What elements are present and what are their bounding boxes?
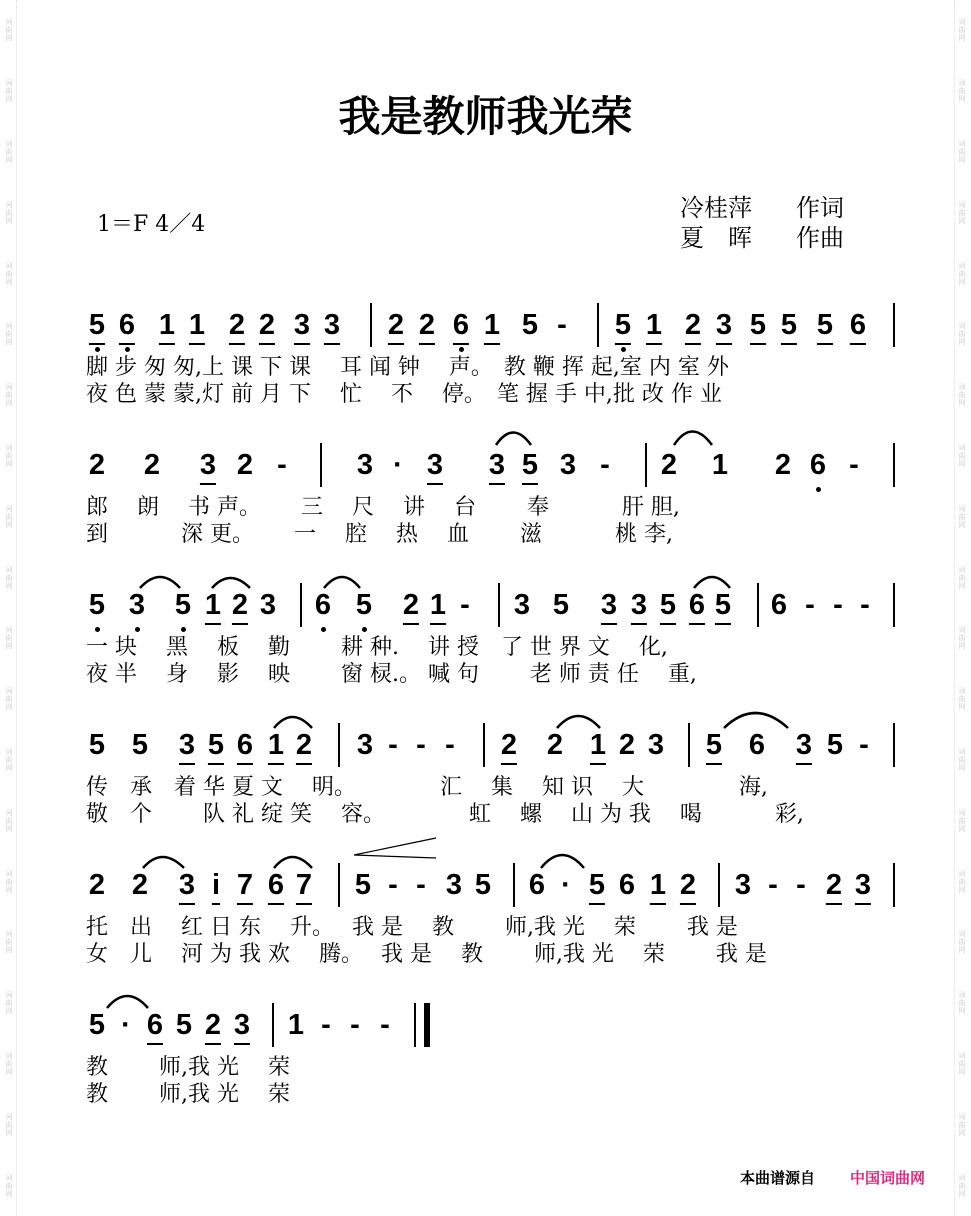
note: 5: [589, 871, 605, 905]
note: 6: [809, 449, 827, 481]
slur: [212, 578, 250, 588]
watermark-mark: 词 曲 网: [5, 383, 13, 408]
slur: [496, 433, 531, 446]
note: 5: [826, 729, 844, 761]
note: 6: [268, 871, 284, 905]
note: 1: [268, 731, 284, 765]
note: -: [321, 1009, 331, 1041]
composer-name: 夏 晖: [680, 224, 752, 252]
note: 2: [259, 311, 275, 345]
crescendo-hairpin: [354, 838, 436, 858]
watermark-mark: 词 曲 网: [5, 991, 13, 1016]
slur: [694, 577, 730, 588]
watermark-mark: 词 曲 网: [958, 626, 966, 651]
note: -: [388, 729, 398, 761]
watermark-mark: 词 曲 网: [958, 322, 966, 347]
slur: [724, 713, 788, 728]
note: -: [350, 1009, 360, 1041]
note: ·: [393, 449, 403, 481]
slur: [107, 996, 148, 1008]
note: 5: [474, 869, 492, 901]
note: 1: [205, 591, 221, 625]
slur: [674, 432, 712, 446]
note: 6: [119, 311, 135, 345]
note: 6: [770, 589, 788, 621]
note: 5: [706, 731, 722, 765]
watermark-mark: 词 曲 网: [958, 687, 966, 712]
watermark-mark: 词 曲 网: [958, 1112, 966, 1137]
note: i: [212, 871, 220, 905]
note: -: [388, 869, 398, 901]
watermark-mark: 词 曲 网: [5, 747, 13, 772]
note: 3: [489, 451, 505, 485]
watermark-mark: 词 曲 网: [958, 18, 966, 43]
note: 1: [484, 311, 500, 345]
note: 2: [232, 591, 248, 625]
watermark-mark: 词 曲 网: [958, 869, 966, 894]
note: 2: [229, 311, 245, 345]
note: -: [859, 729, 869, 761]
song-title: 我是教师我光荣: [338, 92, 633, 141]
note: 2: [236, 449, 254, 481]
note: 2: [143, 449, 161, 481]
note: 2: [403, 591, 419, 625]
note: 6: [618, 869, 636, 901]
note: ·: [121, 1009, 131, 1041]
note: 1: [590, 731, 606, 765]
final-barline-thick: [424, 1003, 430, 1047]
lyric-line: 夜 色 蒙 蒙,灯 前 月 下 忙 不 停。 笔 握 手 中,批 改 作 业: [86, 382, 722, 407]
note: 2: [660, 449, 678, 481]
watermark-mark: 词 曲 网: [5, 79, 13, 104]
note: 2: [88, 869, 106, 901]
note: -: [380, 1009, 390, 1041]
note: -: [796, 869, 806, 901]
watermark-mark: 词 曲 网: [958, 808, 966, 833]
slur: [324, 577, 360, 588]
watermark-mark: 词 曲 网: [958, 930, 966, 955]
note: 2: [205, 1011, 221, 1045]
lyric-line: 教 师,我 光 荣: [86, 1055, 290, 1080]
note: 2: [546, 729, 564, 761]
note: 2: [388, 311, 404, 345]
slur: [274, 717, 312, 728]
watermark-mark: 词 曲 网: [5, 261, 13, 286]
note: 3: [716, 311, 732, 345]
note: 3: [294, 311, 310, 345]
watermark-mark: 词 曲 网: [5, 565, 13, 590]
note: 6: [314, 589, 332, 621]
note: 3: [734, 869, 752, 901]
slur: [274, 857, 312, 868]
note: 2: [680, 871, 696, 905]
note: -: [445, 729, 455, 761]
lyric-line: 托 出 红 日 东 升。 我 是 教 师,我 光 荣 我 是: [86, 915, 738, 940]
note: 3: [559, 449, 577, 481]
note: -: [860, 589, 870, 621]
watermark-mark: 词 曲 网: [5, 808, 13, 833]
source-label: 本曲谱源自: [740, 1169, 816, 1187]
note: 1: [711, 449, 729, 481]
lyric-line: 教 师,我 光 荣: [86, 1082, 290, 1107]
note: 2: [501, 731, 517, 765]
note: 3: [234, 1011, 250, 1045]
note: 5: [817, 311, 833, 345]
note: 3: [796, 731, 812, 765]
note: 1: [159, 311, 175, 345]
note: -: [849, 449, 859, 481]
note: 3: [647, 729, 665, 761]
note: 5: [355, 589, 373, 621]
lyric-line: 传 承 着 华 夏 文 明。 汇 集 知 识 大 海,: [86, 775, 768, 800]
note: 1: [646, 311, 662, 345]
note: -: [833, 589, 843, 621]
final-barline-thin: [414, 1003, 416, 1047]
lyric-line: 到 深 更。 一 腔 热 血 滋 桃 李,: [86, 522, 673, 547]
note: 5: [660, 591, 676, 625]
note: 5: [521, 309, 539, 341]
note: 3: [179, 871, 195, 905]
note: ·: [561, 869, 571, 901]
watermark-mark: 词 曲 网: [5, 18, 13, 43]
note: -: [768, 869, 778, 901]
note: 2: [618, 729, 636, 761]
composer-role: 作曲: [796, 224, 844, 252]
watermark-mark: 词 曲 网: [5, 443, 13, 468]
note: 2: [296, 731, 312, 765]
note: 3: [128, 589, 146, 621]
note: 3: [324, 311, 340, 345]
note: 3: [356, 729, 374, 761]
note: 5: [615, 311, 631, 345]
note: 6: [453, 311, 469, 345]
note: 3: [356, 449, 374, 481]
note: 2: [131, 869, 149, 901]
note: -: [600, 449, 610, 481]
note: 5: [522, 451, 538, 485]
note: -: [416, 729, 426, 761]
note: 7: [296, 871, 312, 905]
slur: [541, 855, 584, 868]
watermark-mark: 词 曲 网: [5, 139, 13, 164]
slur: [557, 716, 600, 728]
note: 5: [208, 731, 224, 765]
note: 7: [237, 871, 253, 905]
note: 6: [689, 591, 705, 625]
watermark-mark: 词 曲 网: [5, 200, 13, 225]
note: 3: [601, 591, 617, 625]
watermark-mark: 词 曲 网: [5, 1051, 13, 1076]
watermark-mark: 词 曲 网: [958, 747, 966, 772]
note: 2: [774, 449, 792, 481]
lyric-line: 脚 步 匆 匆,上 课 下 课 耳 闻 钟 声。 教 鞭 挥 起,室 内 室 外: [86, 355, 729, 380]
watermark-mark: 词 曲 网: [958, 200, 966, 225]
key-signature: 1＝F 4／4: [97, 212, 206, 237]
watermark-mark: 词 曲 网: [958, 991, 966, 1016]
note: -: [805, 589, 815, 621]
watermark-mark: 词 曲 网: [958, 443, 966, 468]
note: 3: [631, 591, 647, 625]
watermark-mark: 词 曲 网: [958, 139, 966, 164]
lyric-line: 郎 朗 书 声。 三 尺 讲 台 奉 肝 胆,: [86, 495, 680, 520]
watermark-mark: 词 曲 网: [5, 930, 13, 955]
watermark-mark: 词 曲 网: [958, 504, 966, 529]
note: 5: [89, 311, 105, 345]
note: 6: [237, 731, 253, 765]
note: 2: [88, 449, 106, 481]
watermark-mark: 词 曲 网: [958, 261, 966, 286]
watermark-mark: 词 曲 网: [5, 504, 13, 529]
note: 5: [88, 729, 106, 761]
note: 5: [88, 589, 106, 621]
note: 3: [855, 871, 871, 905]
note: 1: [287, 1009, 305, 1041]
note: 5: [552, 589, 570, 621]
note: 5: [175, 1009, 193, 1041]
watermark-mark: 词 曲 网: [5, 869, 13, 894]
note: 5: [354, 869, 372, 901]
lyric-line: 敬 个 队 礼 绽 笑 容。 虹 螺 山 为 我 喝 彩,: [86, 802, 804, 827]
watermark-mark: 词 曲 网: [958, 565, 966, 590]
lyricist-role: 作词: [796, 194, 844, 222]
note: 3: [513, 589, 531, 621]
note: 1: [189, 311, 205, 345]
note: 2: [826, 871, 842, 905]
watermark-mark: 词 曲 网: [5, 687, 13, 712]
note: -: [460, 589, 470, 621]
note: 3: [259, 589, 277, 621]
lyric-line: 一 块 黑 板 勤 耕 种. 讲 授 了 世 界 文 化,: [86, 635, 668, 660]
watermark-mark: 词 曲 网: [958, 1051, 966, 1076]
note: 2: [419, 311, 435, 345]
note: -: [416, 869, 426, 901]
note: 3: [179, 731, 195, 765]
note: 5: [174, 589, 192, 621]
note: 6: [850, 311, 866, 345]
note: -: [557, 309, 567, 341]
note: 2: [685, 311, 701, 345]
note: 5: [88, 1009, 106, 1041]
note: 5: [131, 729, 149, 761]
note: 3: [427, 451, 443, 485]
slur: [140, 577, 180, 588]
note: 5: [750, 311, 766, 345]
slur: [143, 857, 184, 868]
lyric-line: 夜 半 身 影 映 窗 棂.。 喊 句 老 师 责 任 重,: [86, 662, 697, 687]
note: 1: [650, 871, 666, 905]
note: 1: [430, 591, 446, 625]
lyricist-name: 冷桂萍: [680, 194, 752, 222]
note: 3: [445, 869, 463, 901]
watermark-mark: 词 曲 网: [958, 383, 966, 408]
watermark-mark: 词 曲 网: [5, 1173, 13, 1198]
source-site-link[interactable]: 中国词曲网: [850, 1169, 926, 1187]
watermark-mark: 词 曲 网: [958, 1173, 966, 1198]
lyric-line: 女 儿 河 为 我 欢 腾。 我 是 教 师,我 光 荣 我 是: [86, 942, 767, 967]
note: -: [277, 449, 287, 481]
note: 3: [200, 451, 216, 485]
watermark-mark: 词 曲 网: [958, 79, 966, 104]
watermark-mark: 词 曲 网: [5, 1112, 13, 1137]
note: 6: [748, 729, 766, 761]
note: 6: [147, 1011, 163, 1045]
watermark-mark: 词 曲 网: [5, 322, 13, 347]
note: 5: [715, 591, 731, 625]
note: 6: [528, 869, 546, 901]
watermark-mark: 词 曲 网: [5, 626, 13, 651]
note: 5: [781, 311, 797, 345]
